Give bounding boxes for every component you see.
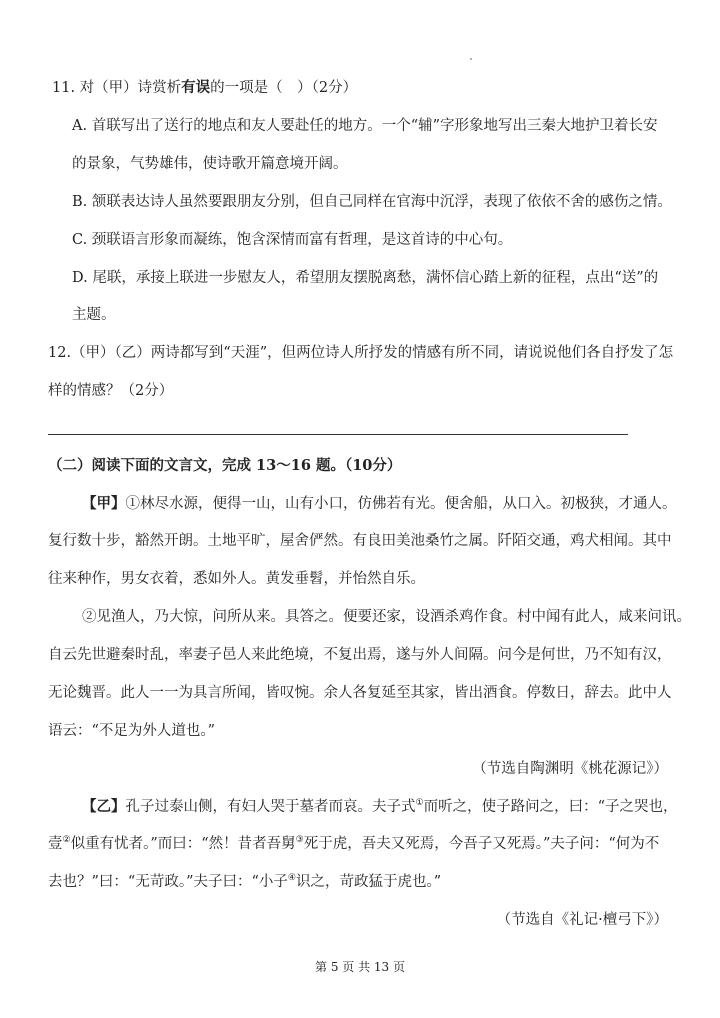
option-d-line2: 主题。	[72, 307, 116, 323]
yi-text: 壹	[48, 836, 63, 852]
jia-paragraph2-line1: ②见渔人，乃大惊，问所从来。具答之。便要还家，设酒杀鸡作食。村中闻有此人，咸来问讯。	[82, 609, 691, 625]
yi-line1	[82, 797, 678, 817]
yi-text: 似重有忧者。”而曰：“然！昔者吾舅	[70, 836, 296, 852]
question-11-points: 的一项是（ ）（2分）	[210, 80, 358, 96]
speck-mark	[470, 58, 472, 60]
footnote-marker: ①	[415, 798, 424, 809]
question-12-line2: 样的情感？（2分）	[48, 383, 174, 399]
yi-text: 孔子过泰山侧，有妇人哭于墓者而哀。夫子式	[125, 799, 416, 815]
yi-text: 而听之，使子路问之，曰：“子之哭也，	[423, 799, 678, 815]
answer-line	[48, 434, 628, 435]
jia-paragraph2-line2: 自云先世避秦时乱，率妻子邑人来此绝境，不复出焉，遂与外人间隔。问今是何世，乃不知有汉，	[48, 647, 672, 663]
jia-source: （节选自陶渊明《桃花源记》）	[472, 761, 668, 777]
jia-label: 【甲】	[82, 495, 126, 512]
jia-paragraph1-line1	[82, 494, 677, 514]
jia-paragraph1-line2: 复行数十步，豁然开朗。土地平旷，屋舍俨然。有良田美池桑竹之属。阡陌交通，鸡犬相闻。其中	[48, 533, 672, 549]
question-11-emphasis: 有误	[181, 79, 211, 96]
jia-paragraph1-line3: 往来种作，男女衣着，悉如外人。黄发垂髫，并怡然自乐。	[48, 571, 425, 587]
yi-text: 识之，苛政猛于虎也。”	[295, 874, 442, 890]
yi-line2	[48, 834, 659, 854]
footnote-marker: ④	[287, 873, 296, 884]
question-11-text: 11. 对（甲）诗赏析	[52, 80, 182, 96]
yi-text: 去也？”曰：“无苛政。”夫子曰：“小子	[48, 874, 288, 890]
question-11-stem	[52, 78, 357, 98]
option-a-line1: A. 首联写出了送行的地点和友人要赴任的地方。一个“辅”字形象地写出三秦大地护卫着长安	[72, 118, 658, 134]
yi-text: 死于虎，吾夫又死焉，今吾子又死焉。”夫子问：“何为不	[303, 836, 660, 852]
section-heading: （二）阅读下面的文言文，完成 13～16 题。（10分）	[48, 457, 402, 474]
footnote-marker: ②	[62, 835, 71, 846]
option-c: C. 颈联语言形象而凝练，饱含深情而富有哲理，是这首诗的中心句。	[72, 232, 513, 248]
footnote-marker: ③	[295, 835, 304, 846]
yi-line3	[48, 872, 441, 892]
page-number: 第 5 页 共 13 页	[315, 960, 405, 974]
question-12-line1: 12.（甲）（乙）两诗都写到“天涯”，但两位诗人所抒发的情感有所不同，请说说他们各自抒发了怎	[48, 345, 674, 361]
yi-source: （节选自《礼记·檀弓下》）	[496, 912, 668, 928]
yi-label: 【乙】	[82, 798, 126, 815]
option-b: B. 颔联表达诗人虽然要跟朋友分别，但自己同样在官海中沉浮，表现了依依不舍的感伤之情。	[72, 194, 672, 210]
option-a-line2: 的景象，气势雄伟，使诗歌开篇意境开阔。	[72, 156, 348, 172]
option-d-line1: D. 尾联，承接上联进一步慰友人，希望朋友摆脱离愁，满怀信心踏上新的征程，点出“送”的	[72, 270, 659, 286]
jia-paragraph2-line4: 语云：“不足为外人道也。”	[48, 723, 216, 739]
jia-paragraph2-line3: 无论魏晋。此人一一为具言所闻，皆叹惋。余人各复延至其家，皆出酒食。停数日，辞去。此中人	[48, 685, 672, 701]
jia-p1-text: ①林尽水源，便得一山，山有小口，仿佛若有光。便舍船，从口入。初极狭，才通人。	[125, 496, 677, 512]
